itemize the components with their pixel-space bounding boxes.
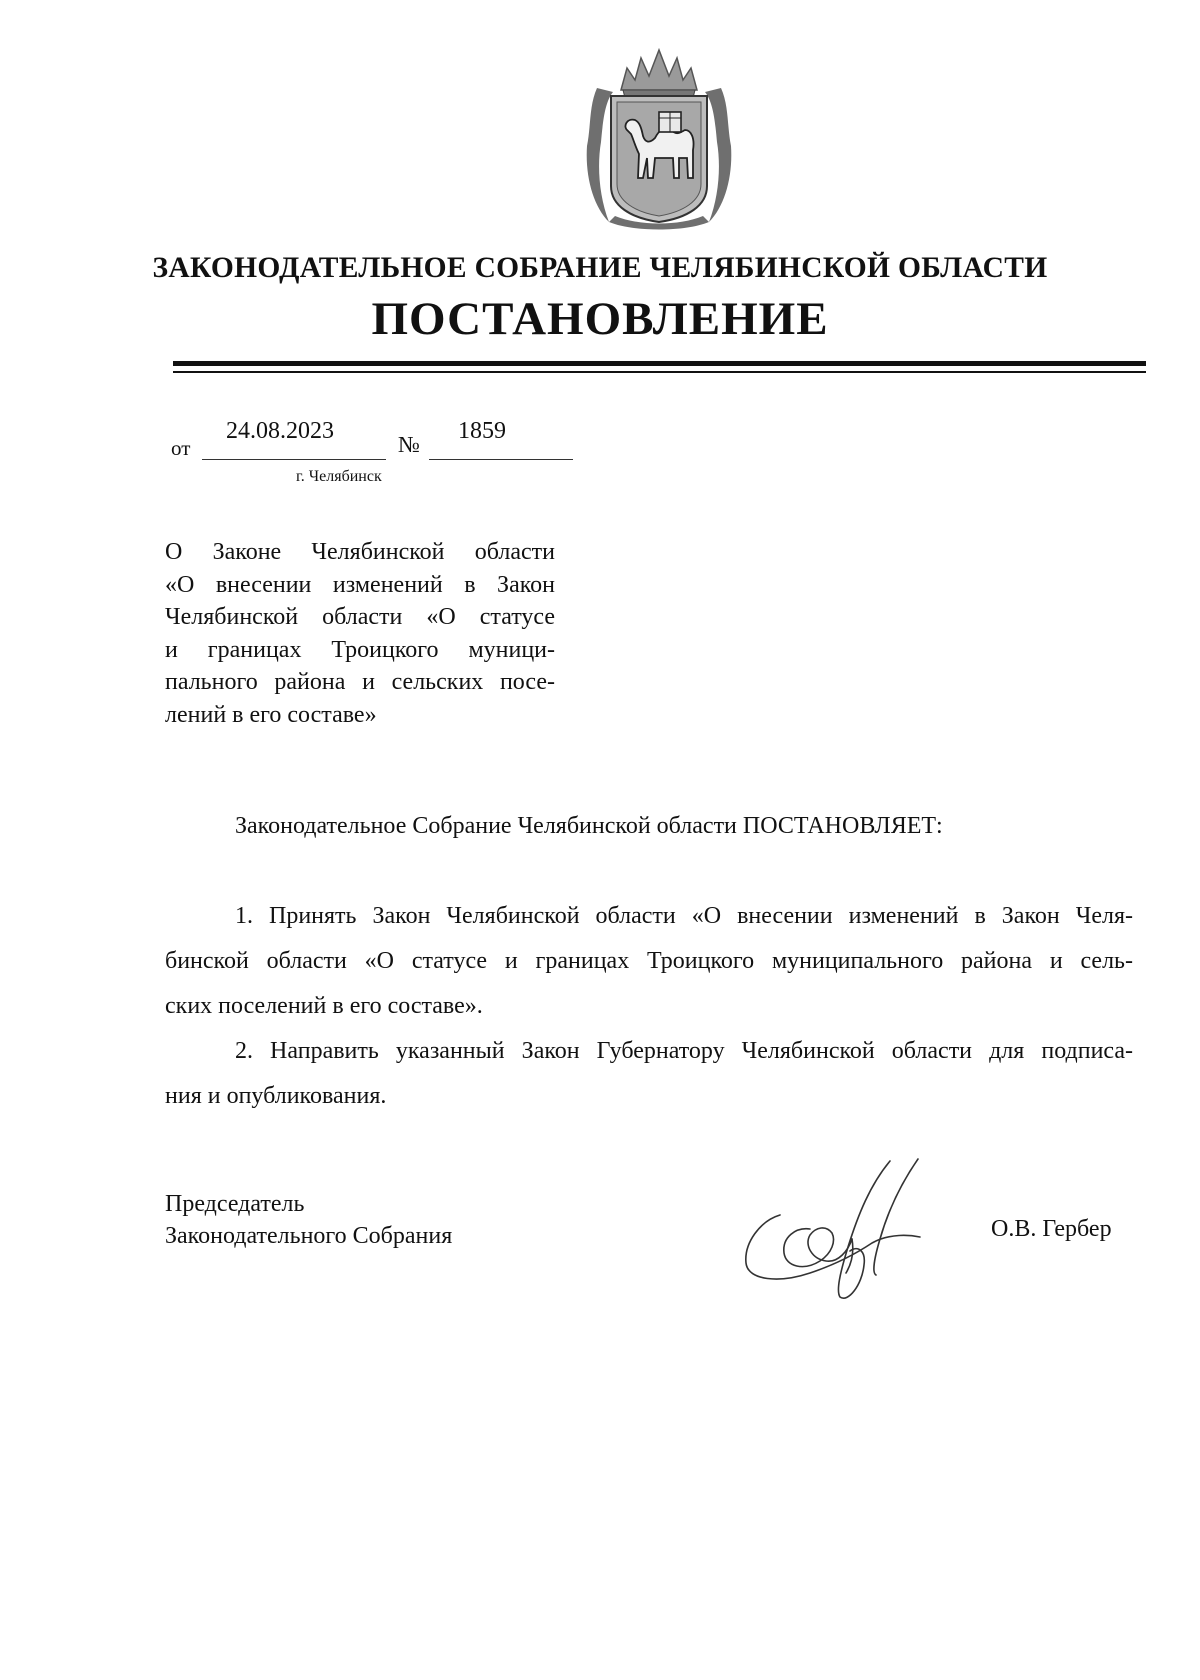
subject-line: пального района и сельских посе- [165,669,555,695]
number-underline [429,459,573,460]
subject-line: лений в его составе» [165,701,377,728]
preamble: Законодательное Собрание Челябинской области ПОСТАНОВЛЯЕТ: [235,813,943,839]
organization-title: ЗАКОНОДАТЕЛЬНОЕ СОБРАНИЕ ЧЕЛЯБИНСКОЙ ОБЛАСТИ [152,252,1048,284]
header-divider-thin [173,371,1146,373]
signatory-position-line: Председатель [165,1191,305,1217]
item-1-line: 1. Принять Закон Челябинской области «О внесении изменений в Закон Челя- [235,903,1133,929]
document-number: 1859 [458,418,506,444]
coat-of-arms-icon [583,46,735,234]
handwritten-signature-icon [740,1155,940,1305]
signatory-position-line: Законодательного Собрания [165,1223,453,1249]
subject-line: О Законе Челябинской области [165,539,555,565]
number-sign-label: № [398,432,420,457]
city-label: г. Челябинск [296,468,382,485]
document-type-title: ПОСТАНОВЛЕНИЕ [371,293,829,345]
header-divider-thick [173,361,1146,366]
document-date: 24.08.2023 [226,418,334,444]
subject-line: Челябинской области «О статусе [165,604,555,630]
item-2-line: ния и опубликования. [165,1083,387,1109]
subject-line: «О внесении изменений в Закон [165,571,555,598]
date-underline [202,459,386,460]
signatory-position [165,1188,452,1252]
item-1-line: бинской области «О статусе и границах Троицкого муниципального района и сель- [165,948,1133,974]
date-prefix-label: от [171,436,191,460]
item-2-line: 2. Направить указанный Закон Губернатору Челябинской области для подписа- [235,1038,1133,1064]
signatory-name: О.В. Гербер [991,1216,1112,1242]
document-subject [165,536,555,731]
subject-line: и границах Троицкого муници- [165,636,555,663]
item-1-line: ских поселений в его составе». [165,993,483,1019]
